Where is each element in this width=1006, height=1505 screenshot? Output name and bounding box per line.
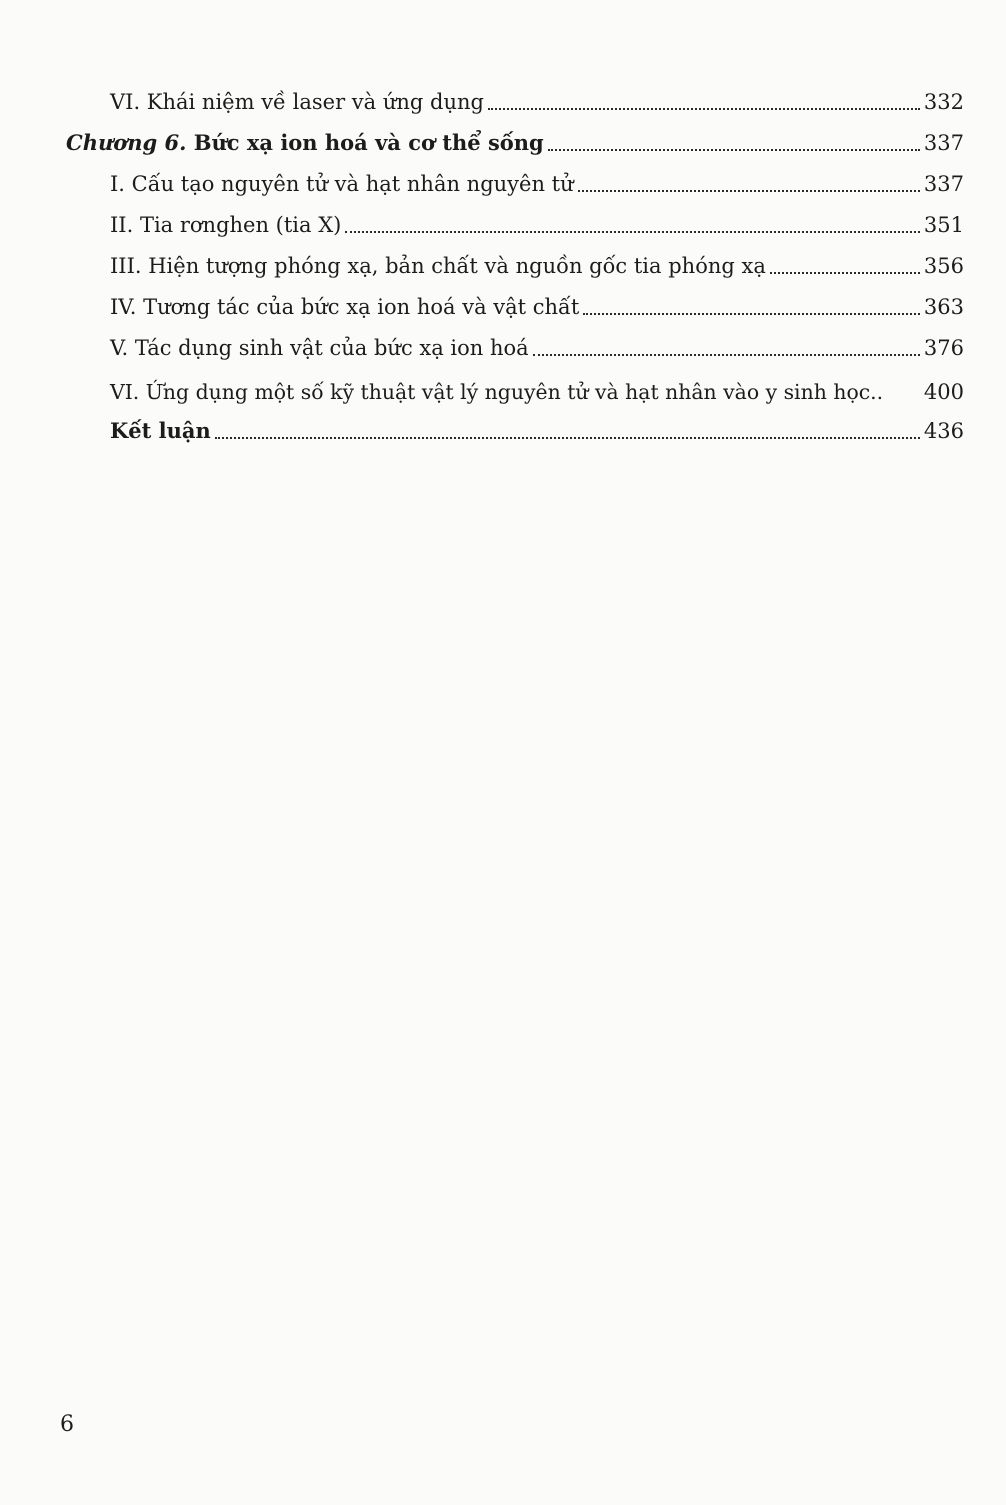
toc-entry-atomic-structure (110, 167, 964, 201)
toc-entry-page: 337 (923, 131, 964, 155)
toc-entry-title: V. Tác dụng sinh vật của bức xạ ion hoá (110, 336, 529, 360)
toc-chapter-6 (66, 126, 964, 160)
toc-entry-x-rays (110, 208, 964, 242)
toc-entry-biological-effects (110, 331, 964, 365)
toc-entry-page: 337 (923, 172, 964, 196)
toc-entry-title: IV. Tương tác của bức xạ ion hoá và vật chất (110, 295, 580, 319)
toc-entry-page: 332 (923, 90, 964, 114)
toc-entry-applications (110, 375, 964, 409)
toc-entry-title: III. Hiện tượng phóng xạ, bản chất và nguồn gốc tia phóng xạ (110, 254, 766, 278)
toc-entry-title: VI. Ứng dụng một số kỹ thuật vật lý nguyên tử và hạt nhân vào y sinh học.. (110, 380, 884, 404)
leader-dots (583, 313, 920, 315)
leader-dots (578, 190, 920, 192)
toc-entry-page: 356 (923, 254, 964, 278)
chapter-title: Bức xạ ion hoá và cơ thể sống (186, 130, 544, 155)
toc-entry-radiation-matter (110, 290, 964, 324)
toc-entry-page: 436 (923, 419, 964, 443)
toc-entry-title: Kết luận (110, 418, 211, 443)
leader-dots (345, 231, 920, 233)
leader-dots (215, 437, 920, 439)
toc-entry-page: 376 (923, 336, 964, 360)
leader-dots (548, 149, 920, 151)
toc-entry-page: 351 (923, 213, 964, 237)
toc-entry-title: I. Cấu tạo nguyên tử và hạt nhân nguyên tử (110, 172, 574, 196)
page-number: 6 (60, 1412, 74, 1437)
leader-dots (770, 272, 920, 274)
toc-entry-laser (110, 85, 964, 119)
toc-entry-page: 400 (923, 380, 964, 404)
toc-entry-page: 363 (923, 295, 964, 319)
toc-entry-title: VI. Khái niệm về laser và ứng dụng (110, 90, 484, 114)
toc-entry-title: II. Tia rơnghen (tia X) (110, 213, 342, 237)
leader-dots (533, 354, 920, 356)
chapter-number: Chương 6. (66, 130, 187, 155)
toc-entry-conclusion (110, 414, 964, 448)
toc-entry-radioactivity (110, 249, 964, 283)
leader-dots (488, 108, 920, 110)
